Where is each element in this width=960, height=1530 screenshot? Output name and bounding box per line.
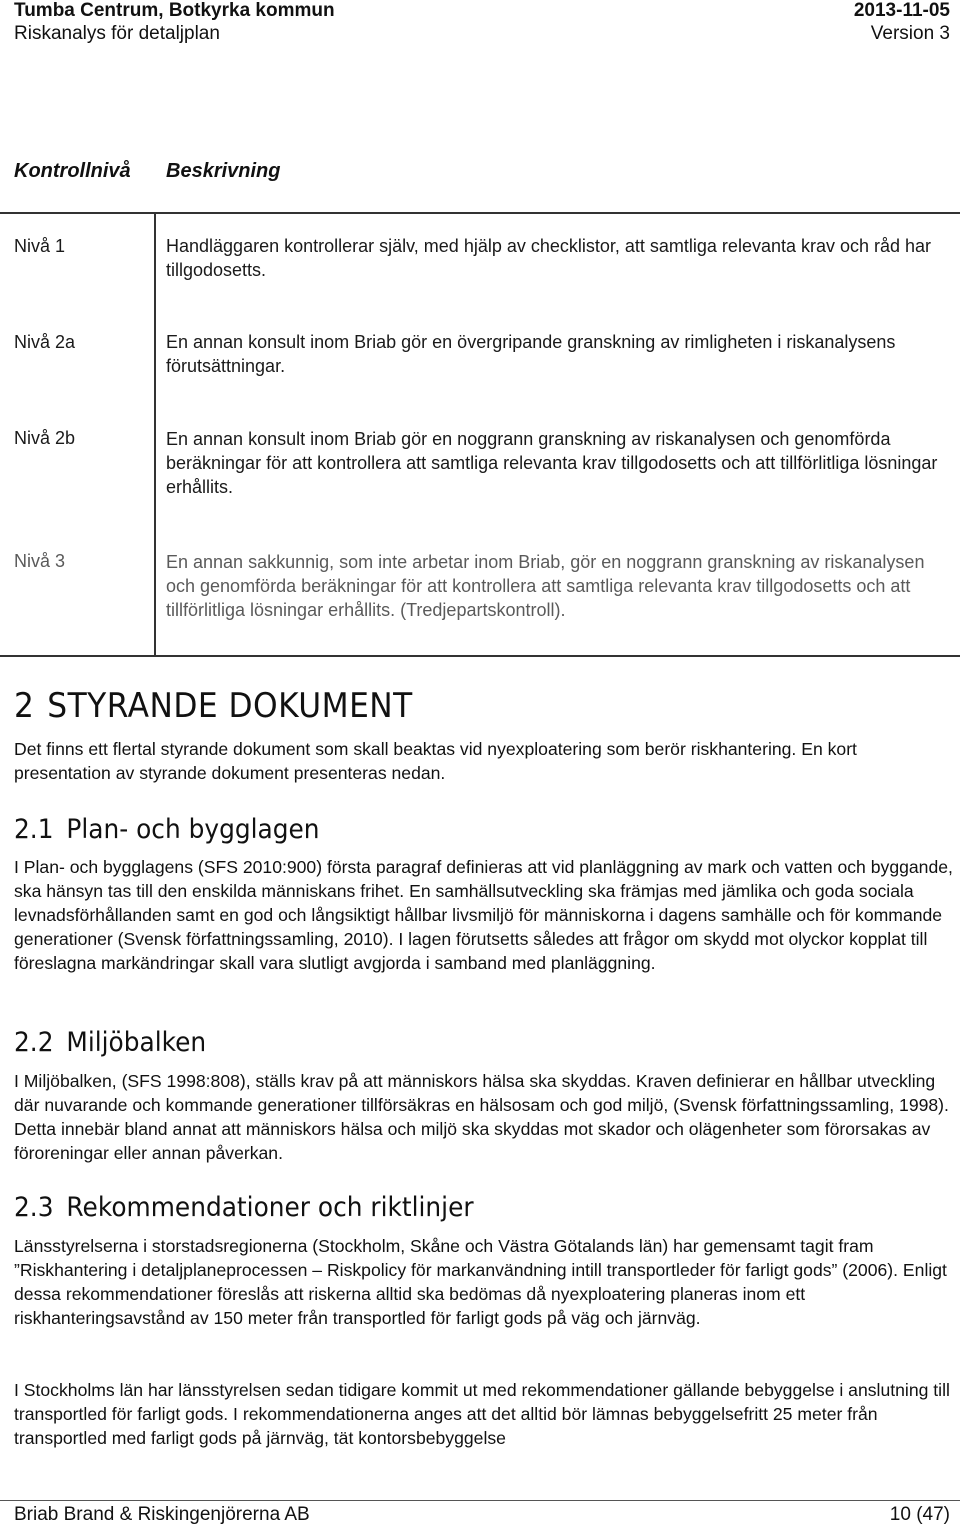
subsection-heading [14,814,320,845]
section-heading [14,686,413,726]
subsection-text: I Miljöbalken, (SFS 1998:808), ställs krav på att människors hälsa ska skyddas. Kraven definierar en hållbar utveckling där nuvarande och kommande generationer tillförsäkras en hälsosam och god miljö, (Svensk författningssamling, 1998). Detta innebär bland annat att människors hälsa och miljö ska skyddas mot skador och olägenheter som förorsakas av föroreningar eller annan påverkan. [14,1071,949,1163]
footer-divider [0,1500,960,1501]
subsection-heading [14,1192,474,1223]
table-column-divider [154,213,156,656]
table-bottom-border [0,655,960,657]
subsection-text: Länsstyrelserna i storstadsregionerna (Stockholm, Skåne och Västra Götalands län) har gemensamt tagit fram ”Riskhantering i detaljplaneprocessen – Riskpolicy för markanvändning intill transportleder för farligt gods” (2006). Enligt dessa rekommendationer föreslås att riskerna alltid ska bedömas då nyexploatering planeras inom ett riskhanteringsavstånd av 150 meter från transportled för farligt gods på väg och järnväg. [14,1236,947,1328]
subsection-heading [14,1027,206,1058]
section-number: 2 [14,686,35,726]
subsection-text: I Stockholms län har länsstyrelsen sedan tidigare kommit ut med rekommendationer gällande bebyggelse i anslutning till transportled för farligt gods. I rekommendationerna anges att det alltid bör lämnas bebyggelsefritt 25 meter från transportled med farligt gods på järnväg, tät kontorsbebyggelse [14,1380,950,1448]
header-org: Tumba Centrum, Botkyrka kommun [14,0,335,21]
footer-page-number: 10 (47) [889,1504,950,1525]
subsection-title: Plan- och bygglagen [66,814,320,845]
header-version: Version 3 [870,23,950,44]
table-row-level: Nivå 2b [14,428,76,448]
table-header-description: Beskrivning [166,160,281,182]
table-row-level: Nivå 2a [14,332,76,352]
table-row-description: En annan sakkunnig, som inte arbetar inom Briab, gör en noggrann granskning av riskanalysen och genomförda beräkningar för att kontrollera att samtliga relevanta krav tillgodosetts och att tillförlitliga lösningar erhållits. (Tredjepartskontroll). [166,552,925,620]
table-row-description: En annan konsult inom Briab gör en noggrann granskning av riskanalysen och genomförda beräkningar för att kontrollera att samtliga relevanta krav tillgodosetts och att tillförlitliga lösningar erhållits. [166,429,938,497]
table-header-level: Kontrollnivå [14,160,131,182]
section-title: STYRANDE DOKUMENT [47,686,413,726]
table-row-description: Handläggaren kontrollerar själv, med hjälp av checklistor, att samtliga relevanta krav och råd har tillgodosetts. [166,236,932,280]
table-row-level: Nivå 1 [14,236,66,256]
subsection-text: I Plan- och bygglagens (SFS 2010:900) första paragraf definieras att vid planläggning av mark och vatten och byggande, ska hänsyn tas till den enskilda människans frihet. En samhällsutveckling ska främjas med jämlika och goda sociala levnadsförhållanden samt en god och långsiktigt hållbar livsmiljö för människorna i dagens samhälle och för kommande generationer (Svensk författningssamling, 2010). I lagen förutsetts således att frågor om skydd mot olyckor kopplat till föreslagna markändringar skall vara slutligt avgjorda i samband med planläggning. [14,857,953,973]
subsection-number: 2.2 [14,1027,54,1058]
header-date: 2013-11-05 [853,0,950,21]
table-top-border [0,212,960,214]
header-doc-title: Riskanalys för detaljplan [14,23,220,44]
subsection-title: Rekommendationer och riktlinjer [66,1192,474,1223]
table-row-description: En annan konsult inom Briab gör en övergripande granskning av rimligheten i riskanalysens förutsättningar. [166,332,896,376]
footer-company: Briab Brand & Riskingenjörerna AB [14,1504,310,1525]
subsection-number: 2.3 [14,1192,54,1223]
subsection-title: Miljöbalken [66,1027,207,1058]
table-row-level: Nivå 3 [14,551,66,571]
section-intro: Det finns ett flertal styrande dokument som skall beaktas vid nyexploatering som berör riskhantering. En kort presentation av styrande dokument presenteras nedan. [14,739,857,783]
subsection-number: 2.1 [14,814,54,845]
